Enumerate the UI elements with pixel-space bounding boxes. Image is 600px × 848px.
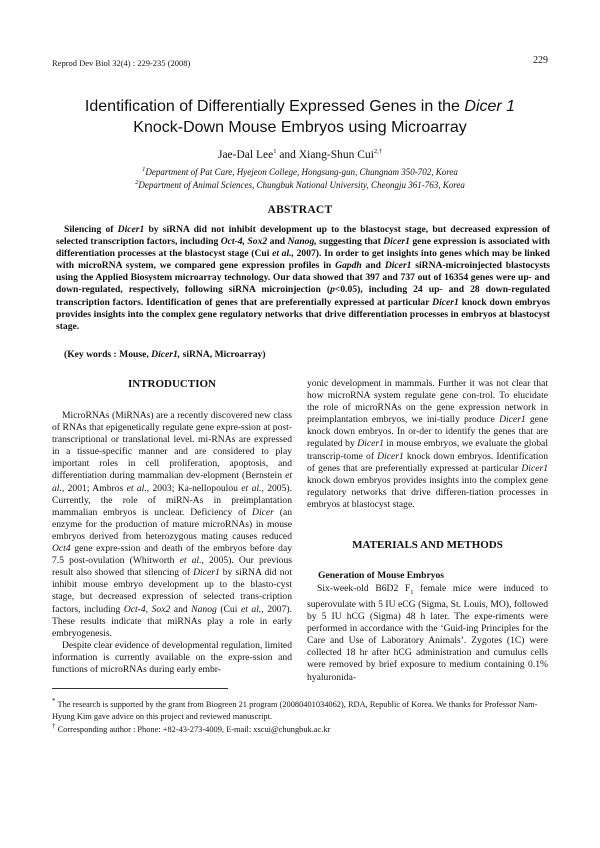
footnote-correspondence: † Corresponding author : Phone: +82-43-273-4009, E-mail: xscui@chungbuk.ac.kr [52,722,331,734]
abstract-heading: ABSTRACT [267,204,333,216]
author-1-sup: 1 [273,148,277,156]
introduction-left-column [52,410,292,676]
introduction-right-column [307,378,548,511]
affiliation-1-text: Department of Pat Care, Hyejeon College, Hongsung-gun, Chungnam 350-702, Korea [145,167,458,177]
intro-paragraph-3: yonic development in mammals. Further it was not clear that how microRNA system regulate gene con-trol. To elucidate the role of microRNAs on the gene expression network in preimplantation embryos, we ini-tially produce Dicer1 gene knock down embryos. In or-der to identify the genes that are regulated by Dicer1 in mouse embryos, we evaluate the global transcrip-tome of Dicer1 knock down embryos. Identification of genes that are preferentially expressed at particular Dicer1 knock down embryos provides insights into the complex gene regulatory networks that drive differen-tiation processes in embryos at blastocyst stage. [307,378,549,510]
footnote-funding: * The research is supported by the grant from Biogreen 21 program (20080401034062), RDA, Republic of Korea. We thanks for Professor Nam-Hyung Kim gave advice on this project and reviewed manuscript. [52,697,538,721]
title-line1-italic: Dicer 1 [464,98,516,115]
intro-paragraph-1: MicroRNAs (MiRNAs) are a recently discovered new class of RNAs that epigenetically regulate gene expre-ssion at post-transcriptional or translational level. mi-RNAs are expressed in a tissue-specific manner and are considered to play important roles in cell proliferation, apoptosis, and differentiation during mammalian dev-elopment (Bernstein et al., 2001; Ambros et al., 2003; Ka-nellopoulou et al., 2005). Currently, the role of miRN-As in preimplantation mammalian embryos is unclear. Deficiency of Dicer (an enzyme for the production of mature microRNAs) in mouse embryos derived from heterozygous mating causes reduced Oct4 gene expre-ssion and death of the embryos before day 7.5 post-ovulation (Whitworth et al., 2005). Our previous result also showed that silencing of Dicer1 by siRNA did not inhibit mouse embryo development up to the blasto-cyst stage, but decreased expression of selected trans-cription factors, including Oct-4, Sox2 and Nanog (Cui et al., 2007). These results indicate that miRNAs play a role in early embryogenesis. [52,410,292,639]
affiliation-1 [0,167,600,177]
paper-title [40,96,560,138]
methods-column [307,583,548,684]
author-2: Xiang-Shun Cui [298,149,374,161]
footnote-divider [52,688,228,689]
affiliation-1-sup: 1 [142,166,146,173]
introduction-heading: INTRODUCTION [127,378,216,390]
journal-citation: Reprod Dev Biol 32(4) : 229-235 (2008) [52,58,191,68]
methods-heading: MATERIALS AND METHODS [352,539,503,551]
keywords: (Key words : Mouse, Dicer1, siRNA, Microarray) [64,349,266,360]
title-line2: Knock-Down Mouse Embryos using Microarray [133,119,467,136]
affiliation-2 [0,180,600,190]
author-and: and [276,149,299,161]
title-line1-prefix: Identification of Differentially Expressed Genes in the [84,98,465,115]
author-2-sup: 2,† [373,148,383,156]
author-list [0,149,600,161]
affiliation-2-text: Department of Animal Sciences, Chungbuk National University, Cheongju 361-763, Korea [138,180,465,190]
page-number: 229 [533,55,548,66]
intro-paragraph-2: Despite clear evidence of developmental regulation, limited information is currently available on the expre-ssion and functions of microRNAs during early embr- [52,639,292,675]
abstract-text: Silencing of Dicer1 by siRNA did not inhibit development up to the blastocyst stage, but decreased expression of selected transcription factors, including Oct-4, Sox2 and Nanog, suggesting that Dicer1 gene expression is associated with differentiation processes at the blastocyst stage (Cui et al., 2007). In order to get insights into genes which may be linked with microRNA system, we compared gene expression profiles in Gapdh and Dicer1 siRNA-microinjected blastocysts using the Applied Biosystem microarray technology. Our data showed that 397 and 737 out of 16354 genes were up- and down-regulated, respectively, following siRNA microinjection (p<0.05), including 24 up- and 28 down-regulated transcription factors. Identification of genes that are preferentially expressed at particular Dicer1 knock down embryos provides insights into the complex gene regulatory networks that drive differentiation processes in embryos at blastocyst stage. [56,224,551,332]
author-1: Jae-Dal Lee [217,149,274,161]
methods-paragraph-1: Six-week-old B6D2 $F_1$ female mice were induced to superovulate with 5 IU eCG (Sigma, St. Louis, MO), followed by 5 IU hCG (Sigma) 48 h later. The expe-riments were performed in accordance with the ‘Guid-ing Principles for the Care and Use of Laboratory Animals’. Zygotes (1C) were collected 18 hr after hCG administration and cumulus cells were removed by brief exposure to medium containing 0.1% hyaluronida- [307,583,548,683]
methods-subheading: Generation of Mouse Embryos [318,570,445,581]
affiliation-2-sup: 2 [135,179,139,186]
